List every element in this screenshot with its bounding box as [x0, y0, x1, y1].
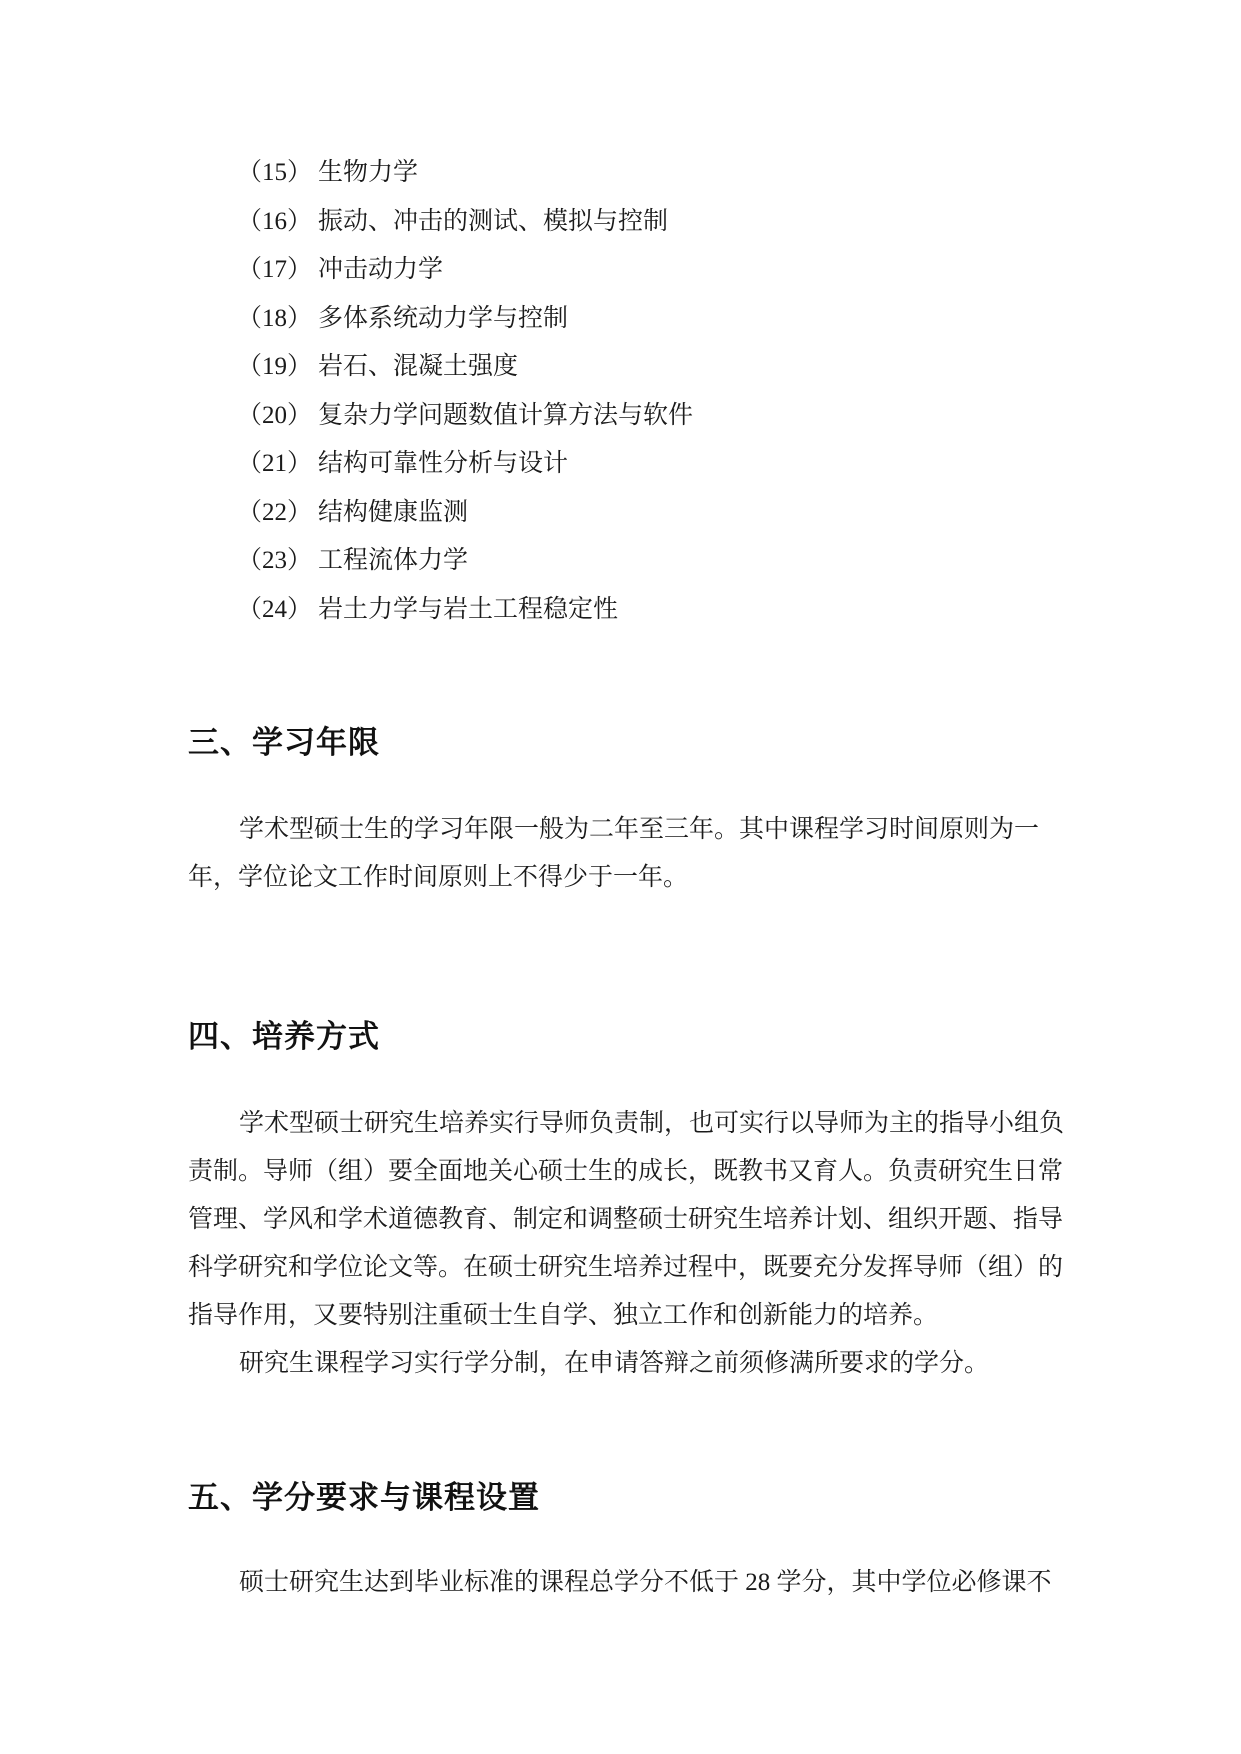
list-item-title: 振动、冲击的测试、模拟与控制	[318, 207, 669, 235]
paragraph-training-mode-1	[188, 1100, 1094, 1340]
list-item-number: （22）	[237, 498, 313, 526]
text-line: 硕士研究生达到毕业标准的课程总学分不低于 28 学分，其中学位必修课不	[239, 1569, 1052, 1596]
text-line: 科学研究和学位论文等。在硕士研究生培养过程中，既要充分发挥导师（组）的	[188, 1254, 1064, 1281]
section-heading-study-duration: 三、学习年限	[188, 725, 380, 760]
paragraph-study-duration	[188, 806, 1094, 902]
list-item-number: （15）	[237, 159, 313, 186]
list-item-number: （18）	[237, 304, 313, 332]
list-item-number: （23）	[237, 547, 313, 574]
text-line: 责制。导师（组）要全面地关心硕士生的成长，既教书又育人。负责研究生日常	[188, 1158, 1064, 1185]
list-item-title: 结构健康监测	[318, 498, 469, 526]
list-item-title: 复杂力学问题数值计算方法与软件	[318, 401, 694, 429]
list-item-title: 生物力学	[318, 159, 419, 186]
list-item-title: 工程流体力学	[318, 547, 469, 574]
list-item-number: （17）	[237, 256, 313, 283]
list-item-number: （21）	[237, 450, 313, 477]
course-list	[188, 0, 1094, 634]
text-line: 指导作用，又要特别注重硕士生自学、独立工作和创新能力的培养。	[188, 1302, 939, 1329]
paragraph-credit-requirements	[188, 1559, 1094, 1607]
page-content	[188, 0, 1094, 1607]
list-item-number: （20）	[237, 401, 313, 429]
text-line: 管理、学风和学术道德教育、制定和调整硕士研究生培养计划、组织开题、指导	[188, 1206, 1064, 1233]
text-line: 研究生课程学习实行学分制，在申请答辩之前须修满所要求的学分。	[239, 1350, 990, 1377]
list-item	[188, 343, 1094, 392]
list-item	[188, 392, 1094, 441]
list-item	[188, 295, 1094, 344]
section-heading-credit-requirements: 五、学分要求与课程设置	[188, 1480, 540, 1515]
list-item-title: 多体系统动力学与控制	[318, 304, 569, 332]
list-item-number: （24）	[237, 595, 313, 623]
text-line: 学术型硕士研究生培养实行导师负责制，也可实行以导师为主的指导小组负	[239, 1110, 1065, 1137]
list-item-title: 冲击动力学	[318, 256, 444, 283]
paragraph-training-mode-2	[188, 1340, 1094, 1388]
list-item	[188, 246, 1094, 295]
text-line: 年，学位论文工作时间原则上不得少于一年。	[188, 864, 689, 891]
list-item	[188, 198, 1094, 247]
list-item	[188, 440, 1094, 489]
list-item-number: （19）	[237, 353, 313, 380]
list-item	[188, 537, 1094, 586]
list-item	[188, 149, 1094, 198]
list-item-title: 岩土力学与岩土工程稳定性	[318, 595, 619, 623]
list-item-number: （16）	[237, 207, 313, 235]
list-item-title: 岩石、混凝土强度	[318, 353, 519, 380]
list-item	[188, 586, 1094, 635]
section-heading-training-mode: 四、培养方式	[188, 1019, 380, 1054]
list-item-title: 结构可靠性分析与设计	[318, 450, 569, 477]
list-item	[188, 489, 1094, 538]
text-line: 学术型硕士生的学习年限一般为二年至三年。其中课程学习时间原则为一	[239, 816, 1040, 843]
